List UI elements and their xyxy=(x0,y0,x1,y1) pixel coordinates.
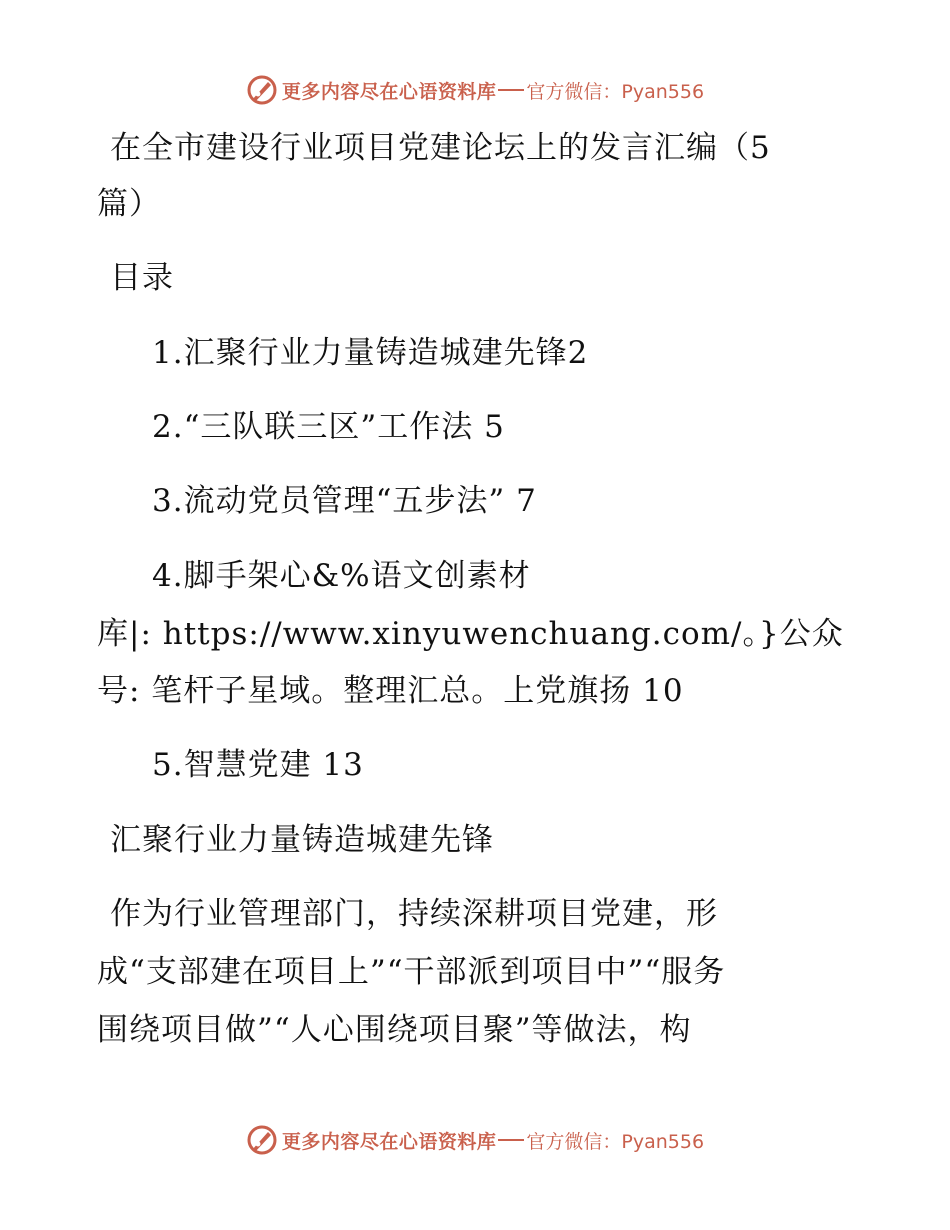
watermark-wechat-text: 官方微信：Pyan556 xyxy=(526,80,705,103)
watermark-site-text: 更多内容尽在心语资料库 xyxy=(281,80,497,103)
pen-logo-icon xyxy=(246,1124,278,1156)
paragraph-line-2: 成“支部建在项目上”“干部派到项目中”“服务 xyxy=(97,954,726,990)
toc-item-2: 2.“三队联三区”工作法 5 xyxy=(152,409,505,445)
toc-item-5: 5.智慧党建 13 xyxy=(152,747,364,783)
watermark-banner-bottom xyxy=(0,1120,950,1160)
paragraph-line-3: 围绕项目做”“人心围绕项目聚”等做法，构 xyxy=(97,1012,692,1048)
toc-item-4: 4.脚手架心&%语文创素材 xyxy=(152,558,531,594)
document-title-line1: 在全市建设行业项目党建论坛上的发言汇编（5 xyxy=(110,130,771,166)
section-heading: 汇聚行业力量铸造城建先锋 xyxy=(110,822,494,858)
watermark-banner-top xyxy=(0,70,950,110)
document-title-line2: 篇） xyxy=(97,186,161,222)
paragraph-line-1: 作为行业管理部门，持续深耕项目党建，形 xyxy=(110,896,718,932)
pen-logo-icon xyxy=(246,74,278,106)
toc-item-3: 3.流动党员管理“五步法” 7 xyxy=(152,483,537,519)
watermark-wechat-text: 官方微信：Pyan556 xyxy=(526,1130,705,1153)
watermark-dash xyxy=(498,89,524,91)
toc-item-4-continuation-2: 号: 笔杆子星域。整理汇总。上党旗扬 10 xyxy=(97,673,684,709)
toc-item-4-continuation-1: 库|: https://www.xinyuwenchuang.com/。}公众 xyxy=(97,616,844,652)
toc-item-1: 1.汇聚行业力量铸造城建先锋2 xyxy=(152,335,589,371)
watermark-site-text: 更多内容尽在心语资料库 xyxy=(281,1130,497,1153)
toc-heading: 目录 xyxy=(110,260,174,296)
watermark-dash xyxy=(498,1139,524,1141)
